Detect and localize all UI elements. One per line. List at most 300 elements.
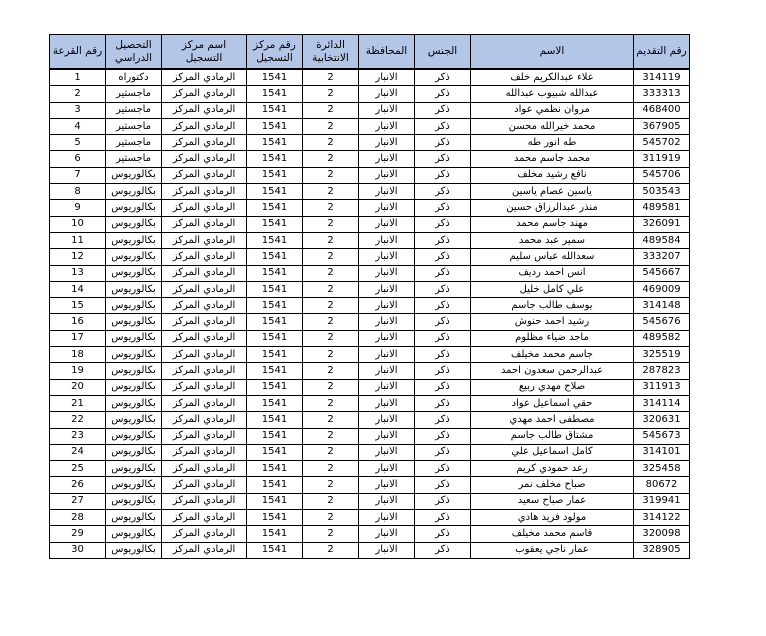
cell-district: 2 bbox=[303, 200, 359, 216]
cell-gender: ذكر bbox=[415, 395, 471, 411]
cell-center-no: 1541 bbox=[247, 200, 303, 216]
cell-name: صباح مخلف نمر bbox=[471, 477, 634, 493]
cell-education: بكالوريوس bbox=[106, 314, 162, 330]
cell-center-name: الرمادي المركز bbox=[162, 167, 247, 183]
cell-gender: ذكر bbox=[415, 542, 471, 558]
cell-app-no: 503543 bbox=[634, 184, 690, 200]
cell-name: منذر عبدالرزاق حسين bbox=[471, 200, 634, 216]
cell-district: 2 bbox=[303, 526, 359, 542]
cell-gender: ذكر bbox=[415, 477, 471, 493]
cell-province: الانبار bbox=[359, 265, 415, 281]
cell-center-no: 1541 bbox=[247, 232, 303, 248]
cell-app-no: 545667 bbox=[634, 265, 690, 281]
table-row bbox=[50, 526, 690, 542]
cell-district: 2 bbox=[303, 118, 359, 134]
cell-district: 2 bbox=[303, 298, 359, 314]
cell-serial: 5 bbox=[50, 135, 106, 151]
cell-district: 2 bbox=[303, 151, 359, 167]
cell-serial: 28 bbox=[50, 510, 106, 526]
cell-app-no: 328905 bbox=[634, 542, 690, 558]
cell-name: مصطفى احمد مهدي bbox=[471, 412, 634, 428]
cell-center-name: الرمادي المركز bbox=[162, 526, 247, 542]
cell-gender: ذكر bbox=[415, 428, 471, 444]
cell-education: بكالوريوس bbox=[106, 526, 162, 542]
cell-district: 2 bbox=[303, 314, 359, 330]
cell-province: الانبار bbox=[359, 184, 415, 200]
cell-province: الانبار bbox=[359, 542, 415, 558]
cell-center-no: 1541 bbox=[247, 330, 303, 346]
cell-gender: ذكر bbox=[415, 412, 471, 428]
cell-name: علي كامل خليل bbox=[471, 281, 634, 297]
cell-serial: 7 bbox=[50, 167, 106, 183]
candidate-rows bbox=[50, 69, 690, 558]
cell-app-no: 468400 bbox=[634, 102, 690, 118]
cell-name: ياسين عصام ياسين bbox=[471, 184, 634, 200]
table-row bbox=[50, 69, 690, 86]
cell-gender: ذكر bbox=[415, 265, 471, 281]
cell-serial: 21 bbox=[50, 395, 106, 411]
cell-center-no: 1541 bbox=[247, 444, 303, 460]
table-row bbox=[50, 249, 690, 265]
table-row bbox=[50, 363, 690, 379]
cell-serial: 26 bbox=[50, 477, 106, 493]
cell-district: 2 bbox=[303, 428, 359, 444]
table-row bbox=[50, 330, 690, 346]
cell-name: علاء عبدالكريم خلف bbox=[471, 69, 634, 86]
cell-serial: 27 bbox=[50, 493, 106, 509]
col-header-center-name: اسم مركز التسجيل bbox=[162, 35, 247, 70]
cell-province: الانبار bbox=[359, 477, 415, 493]
cell-center-no: 1541 bbox=[247, 428, 303, 444]
cell-education: بكالوريوس bbox=[106, 363, 162, 379]
cell-education: ماجستير bbox=[106, 102, 162, 118]
cell-province: الانبار bbox=[359, 102, 415, 118]
cell-center-no: 1541 bbox=[247, 167, 303, 183]
cell-name: عمار صباح سعيد bbox=[471, 493, 634, 509]
cell-province: الانبار bbox=[359, 526, 415, 542]
cell-center-no: 1541 bbox=[247, 395, 303, 411]
cell-name: عمار ناجي يعقوب bbox=[471, 542, 634, 558]
cell-center-no: 1541 bbox=[247, 379, 303, 395]
cell-serial: 4 bbox=[50, 118, 106, 134]
cell-app-no: 80672 bbox=[634, 477, 690, 493]
cell-serial: 18 bbox=[50, 347, 106, 363]
cell-app-no: 545676 bbox=[634, 314, 690, 330]
table-row bbox=[50, 510, 690, 526]
cell-center-no: 1541 bbox=[247, 493, 303, 509]
cell-app-no: 319941 bbox=[634, 493, 690, 509]
cell-gender: ذكر bbox=[415, 86, 471, 102]
cell-serial: 16 bbox=[50, 314, 106, 330]
cell-name: يوسف طالب جاسم bbox=[471, 298, 634, 314]
cell-gender: ذكر bbox=[415, 314, 471, 330]
cell-name: مشتاق طالب جاسم bbox=[471, 428, 634, 444]
cell-center-no: 1541 bbox=[247, 477, 303, 493]
cell-serial: 24 bbox=[50, 444, 106, 460]
cell-district: 2 bbox=[303, 347, 359, 363]
cell-gender: ذكر bbox=[415, 69, 471, 86]
col-header-app-no: رقم التقديم bbox=[634, 35, 690, 70]
table-row bbox=[50, 395, 690, 411]
cell-education: بكالوريوس bbox=[106, 249, 162, 265]
cell-education: بكالوريوس bbox=[106, 200, 162, 216]
table-row bbox=[50, 412, 690, 428]
table-row bbox=[50, 477, 690, 493]
table-row bbox=[50, 167, 690, 183]
col-header-center-no: رقم مركز التسجيل bbox=[247, 35, 303, 70]
cell-gender: ذكر bbox=[415, 151, 471, 167]
cell-district: 2 bbox=[303, 379, 359, 395]
cell-province: الانبار bbox=[359, 461, 415, 477]
cell-province: الانبار bbox=[359, 298, 415, 314]
cell-center-name: الرمادي المركز bbox=[162, 314, 247, 330]
cell-district: 2 bbox=[303, 542, 359, 558]
cell-education: بكالوريوس bbox=[106, 510, 162, 526]
cell-district: 2 bbox=[303, 232, 359, 248]
cell-district: 2 bbox=[303, 330, 359, 346]
table-row bbox=[50, 314, 690, 330]
cell-name: ماجد ضياء مظلوم bbox=[471, 330, 634, 346]
cell-district: 2 bbox=[303, 281, 359, 297]
cell-center-no: 1541 bbox=[247, 151, 303, 167]
cell-education: ماجستير bbox=[106, 118, 162, 134]
cell-center-name: الرمادي المركز bbox=[162, 510, 247, 526]
table-row bbox=[50, 151, 690, 167]
cell-serial: 19 bbox=[50, 363, 106, 379]
table-row bbox=[50, 216, 690, 232]
cell-name: سعدالله عباس سليم bbox=[471, 249, 634, 265]
table-row bbox=[50, 281, 690, 297]
cell-app-no: 489582 bbox=[634, 330, 690, 346]
cell-app-no: 545702 bbox=[634, 135, 690, 151]
cell-app-no: 325458 bbox=[634, 461, 690, 477]
cell-province: الانبار bbox=[359, 135, 415, 151]
cell-center-name: الرمادي المركز bbox=[162, 444, 247, 460]
table-row bbox=[50, 232, 690, 248]
cell-center-no: 1541 bbox=[247, 118, 303, 134]
cell-district: 2 bbox=[303, 363, 359, 379]
cell-education: بكالوريوس bbox=[106, 395, 162, 411]
cell-education: بكالوريوس bbox=[106, 216, 162, 232]
cell-center-name: الرمادي المركز bbox=[162, 461, 247, 477]
cell-center-no: 1541 bbox=[247, 249, 303, 265]
cell-gender: ذكر bbox=[415, 330, 471, 346]
cell-province: الانبار bbox=[359, 347, 415, 363]
cell-province: الانبار bbox=[359, 151, 415, 167]
cell-center-name: الرمادي المركز bbox=[162, 118, 247, 134]
cell-center-name: الرمادي المركز bbox=[162, 265, 247, 281]
cell-gender: ذكر bbox=[415, 102, 471, 118]
cell-center-name: الرمادي المركز bbox=[162, 249, 247, 265]
cell-app-no: 314101 bbox=[634, 444, 690, 460]
cell-serial: 3 bbox=[50, 102, 106, 118]
cell-province: الانبار bbox=[359, 314, 415, 330]
col-header-province: المحافظة bbox=[359, 35, 415, 70]
cell-serial: 8 bbox=[50, 184, 106, 200]
cell-app-no: 311919 bbox=[634, 151, 690, 167]
col-header-district: الدائرة الانتخابية bbox=[303, 35, 359, 70]
cell-center-no: 1541 bbox=[247, 86, 303, 102]
cell-name: مروان نظمي عواد bbox=[471, 102, 634, 118]
table-row bbox=[50, 118, 690, 134]
cell-app-no: 489581 bbox=[634, 200, 690, 216]
cell-app-no: 311913 bbox=[634, 379, 690, 395]
table-row bbox=[50, 86, 690, 102]
cell-education: ماجستير bbox=[106, 135, 162, 151]
cell-name: مولود فريد هادي bbox=[471, 510, 634, 526]
cell-app-no: 320631 bbox=[634, 412, 690, 428]
cell-name: جاسم محمد مخيلف bbox=[471, 347, 634, 363]
cell-education: بكالوريوس bbox=[106, 265, 162, 281]
cell-district: 2 bbox=[303, 216, 359, 232]
cell-center-name: الرمادي المركز bbox=[162, 347, 247, 363]
col-header-education: التحصيل الدراسي bbox=[106, 35, 162, 70]
cell-education: دكتوراه bbox=[106, 69, 162, 86]
cell-center-no: 1541 bbox=[247, 461, 303, 477]
cell-app-no: 326091 bbox=[634, 216, 690, 232]
cell-district: 2 bbox=[303, 265, 359, 281]
cell-district: 2 bbox=[303, 412, 359, 428]
cell-gender: ذكر bbox=[415, 363, 471, 379]
cell-app-no: 325519 bbox=[634, 347, 690, 363]
cell-center-name: الرمادي المركز bbox=[162, 542, 247, 558]
cell-center-name: الرمادي المركز bbox=[162, 428, 247, 444]
cell-gender: ذكر bbox=[415, 461, 471, 477]
cell-center-name: الرمادي المركز bbox=[162, 477, 247, 493]
cell-name: عبدالله شبيوب عبدالله bbox=[471, 86, 634, 102]
table-row bbox=[50, 347, 690, 363]
cell-center-no: 1541 bbox=[247, 542, 303, 558]
cell-education: بكالوريوس bbox=[106, 444, 162, 460]
table-row bbox=[50, 428, 690, 444]
cell-serial: 13 bbox=[50, 265, 106, 281]
cell-gender: ذكر bbox=[415, 249, 471, 265]
cell-education: بكالوريوس bbox=[106, 298, 162, 314]
cell-center-name: الرمادي المركز bbox=[162, 184, 247, 200]
cell-education: بكالوريوس bbox=[106, 232, 162, 248]
cell-province: الانبار bbox=[359, 216, 415, 232]
cell-district: 2 bbox=[303, 461, 359, 477]
cell-serial: 17 bbox=[50, 330, 106, 346]
cell-gender: ذكر bbox=[415, 347, 471, 363]
cell-serial: 12 bbox=[50, 249, 106, 265]
cell-province: الانبار bbox=[359, 363, 415, 379]
cell-serial: 1 bbox=[50, 69, 106, 86]
table-row bbox=[50, 379, 690, 395]
cell-education: ماجستير bbox=[106, 151, 162, 167]
cell-app-no: 314122 bbox=[634, 510, 690, 526]
cell-serial: 10 bbox=[50, 216, 106, 232]
cell-center-name: الرمادي المركز bbox=[162, 200, 247, 216]
cell-center-name: الرمادي المركز bbox=[162, 102, 247, 118]
table-row bbox=[50, 298, 690, 314]
cell-district: 2 bbox=[303, 477, 359, 493]
cell-name: محمد خيرالله محسن bbox=[471, 118, 634, 134]
cell-app-no: 320098 bbox=[634, 526, 690, 542]
cell-app-no: 545706 bbox=[634, 167, 690, 183]
cell-name: رشيد احمد حنوش bbox=[471, 314, 634, 330]
cell-center-name: الرمادي المركز bbox=[162, 135, 247, 151]
cell-app-no: 314148 bbox=[634, 298, 690, 314]
cell-center-no: 1541 bbox=[247, 135, 303, 151]
cell-province: الانبار bbox=[359, 330, 415, 346]
cell-name: صلاح مهدي ربيع bbox=[471, 379, 634, 395]
cell-serial: 22 bbox=[50, 412, 106, 428]
table-row bbox=[50, 461, 690, 477]
cell-center-no: 1541 bbox=[247, 102, 303, 118]
table-row bbox=[50, 102, 690, 118]
cell-center-no: 1541 bbox=[247, 281, 303, 297]
cell-serial: 11 bbox=[50, 232, 106, 248]
cell-name: انس احمد رديف bbox=[471, 265, 634, 281]
cell-name: طه انور طه bbox=[471, 135, 634, 151]
cell-province: الانبار bbox=[359, 69, 415, 86]
cell-name: رعد حمودي كريم bbox=[471, 461, 634, 477]
cell-center-no: 1541 bbox=[247, 363, 303, 379]
cell-serial: 14 bbox=[50, 281, 106, 297]
cell-center-name: الرمادي المركز bbox=[162, 395, 247, 411]
cell-province: الانبار bbox=[359, 167, 415, 183]
table-row bbox=[50, 444, 690, 460]
cell-province: الانبار bbox=[359, 510, 415, 526]
cell-district: 2 bbox=[303, 395, 359, 411]
cell-center-name: الرمادي المركز bbox=[162, 281, 247, 297]
cell-education: بكالوريوس bbox=[106, 461, 162, 477]
cell-district: 2 bbox=[303, 493, 359, 509]
cell-app-no: 287823 bbox=[634, 363, 690, 379]
cell-district: 2 bbox=[303, 69, 359, 86]
cell-district: 2 bbox=[303, 444, 359, 460]
cell-center-name: الرمادي المركز bbox=[162, 69, 247, 86]
cell-app-no: 333207 bbox=[634, 249, 690, 265]
cell-center-name: الرمادي المركز bbox=[162, 363, 247, 379]
cell-province: الانبار bbox=[359, 444, 415, 460]
cell-district: 2 bbox=[303, 510, 359, 526]
cell-app-no: 333313 bbox=[634, 86, 690, 102]
cell-gender: ذكر bbox=[415, 216, 471, 232]
cell-gender: ذكر bbox=[415, 510, 471, 526]
cell-name: قاسم محمد مخيلف bbox=[471, 526, 634, 542]
cell-gender: ذكر bbox=[415, 379, 471, 395]
cell-gender: ذكر bbox=[415, 298, 471, 314]
cell-serial: 25 bbox=[50, 461, 106, 477]
cell-province: الانبار bbox=[359, 200, 415, 216]
table-row bbox=[50, 200, 690, 216]
cell-center-no: 1541 bbox=[247, 184, 303, 200]
cell-province: الانبار bbox=[359, 379, 415, 395]
cell-center-no: 1541 bbox=[247, 216, 303, 232]
cell-district: 2 bbox=[303, 167, 359, 183]
cell-serial: 6 bbox=[50, 151, 106, 167]
candidate-table-sheet bbox=[49, 34, 690, 559]
col-header-name: الاسم bbox=[471, 35, 634, 70]
cell-education: بكالوريوس bbox=[106, 477, 162, 493]
cell-app-no: 367905 bbox=[634, 118, 690, 134]
cell-district: 2 bbox=[303, 86, 359, 102]
cell-education: ماجستير bbox=[106, 86, 162, 102]
cell-center-no: 1541 bbox=[247, 298, 303, 314]
cell-education: بكالوريوس bbox=[106, 330, 162, 346]
cell-name: عبدالرحمن سعدون احمد bbox=[471, 363, 634, 379]
cell-serial: 29 bbox=[50, 526, 106, 542]
cell-province: الانبار bbox=[359, 395, 415, 411]
cell-center-no: 1541 bbox=[247, 510, 303, 526]
cell-gender: ذكر bbox=[415, 118, 471, 134]
cell-name: محمد جاسم محمد bbox=[471, 151, 634, 167]
cell-gender: ذكر bbox=[415, 167, 471, 183]
cell-center-name: الرمادي المركز bbox=[162, 86, 247, 102]
col-header-serial: رقم القرعة bbox=[50, 35, 106, 70]
table-row bbox=[50, 542, 690, 558]
cell-education: بكالوريوس bbox=[106, 167, 162, 183]
cell-gender: ذكر bbox=[415, 281, 471, 297]
cell-serial: 20 bbox=[50, 379, 106, 395]
cell-gender: ذكر bbox=[415, 493, 471, 509]
cell-name: كامل اسماعيل علي bbox=[471, 444, 634, 460]
cell-app-no: 545673 bbox=[634, 428, 690, 444]
cell-center-no: 1541 bbox=[247, 69, 303, 86]
cell-education: بكالوريوس bbox=[106, 379, 162, 395]
table-row bbox=[50, 265, 690, 281]
cell-education: بكالوريوس bbox=[106, 412, 162, 428]
cell-center-no: 1541 bbox=[247, 347, 303, 363]
cell-gender: ذكر bbox=[415, 232, 471, 248]
cell-center-no: 1541 bbox=[247, 412, 303, 428]
cell-education: بكالوريوس bbox=[106, 281, 162, 297]
cell-center-no: 1541 bbox=[247, 314, 303, 330]
cell-center-no: 1541 bbox=[247, 526, 303, 542]
cell-center-name: الرمادي المركز bbox=[162, 330, 247, 346]
cell-gender: ذكر bbox=[415, 444, 471, 460]
cell-province: الانبار bbox=[359, 428, 415, 444]
cell-province: الانبار bbox=[359, 118, 415, 134]
cell-serial: 9 bbox=[50, 200, 106, 216]
candidate-table bbox=[49, 34, 690, 559]
cell-center-no: 1541 bbox=[247, 265, 303, 281]
cell-name: سمير عبد محمد bbox=[471, 232, 634, 248]
cell-gender: ذكر bbox=[415, 135, 471, 151]
cell-name: مهند جاسم محمد bbox=[471, 216, 634, 232]
cell-province: الانبار bbox=[359, 249, 415, 265]
cell-serial: 2 bbox=[50, 86, 106, 102]
cell-district: 2 bbox=[303, 249, 359, 265]
cell-gender: ذكر bbox=[415, 526, 471, 542]
cell-province: الانبار bbox=[359, 281, 415, 297]
cell-gender: ذكر bbox=[415, 200, 471, 216]
cell-center-name: الرمادي المركز bbox=[162, 151, 247, 167]
cell-center-name: الرمادي المركز bbox=[162, 493, 247, 509]
cell-province: الانبار bbox=[359, 493, 415, 509]
cell-gender: ذكر bbox=[415, 184, 471, 200]
cell-education: بكالوريوس bbox=[106, 428, 162, 444]
cell-district: 2 bbox=[303, 135, 359, 151]
table-row bbox=[50, 135, 690, 151]
header-row bbox=[50, 35, 690, 70]
cell-education: بكالوريوس bbox=[106, 184, 162, 200]
cell-province: الانبار bbox=[359, 412, 415, 428]
cell-app-no: 469009 bbox=[634, 281, 690, 297]
cell-app-no: 489584 bbox=[634, 232, 690, 248]
cell-serial: 30 bbox=[50, 542, 106, 558]
col-header-gender: الجنس bbox=[415, 35, 471, 70]
table-row bbox=[50, 493, 690, 509]
table-row bbox=[50, 184, 690, 200]
cell-center-name: الرمادي المركز bbox=[162, 232, 247, 248]
cell-app-no: 314114 bbox=[634, 395, 690, 411]
cell-center-name: الرمادي المركز bbox=[162, 379, 247, 395]
cell-province: الانبار bbox=[359, 232, 415, 248]
cell-district: 2 bbox=[303, 184, 359, 200]
